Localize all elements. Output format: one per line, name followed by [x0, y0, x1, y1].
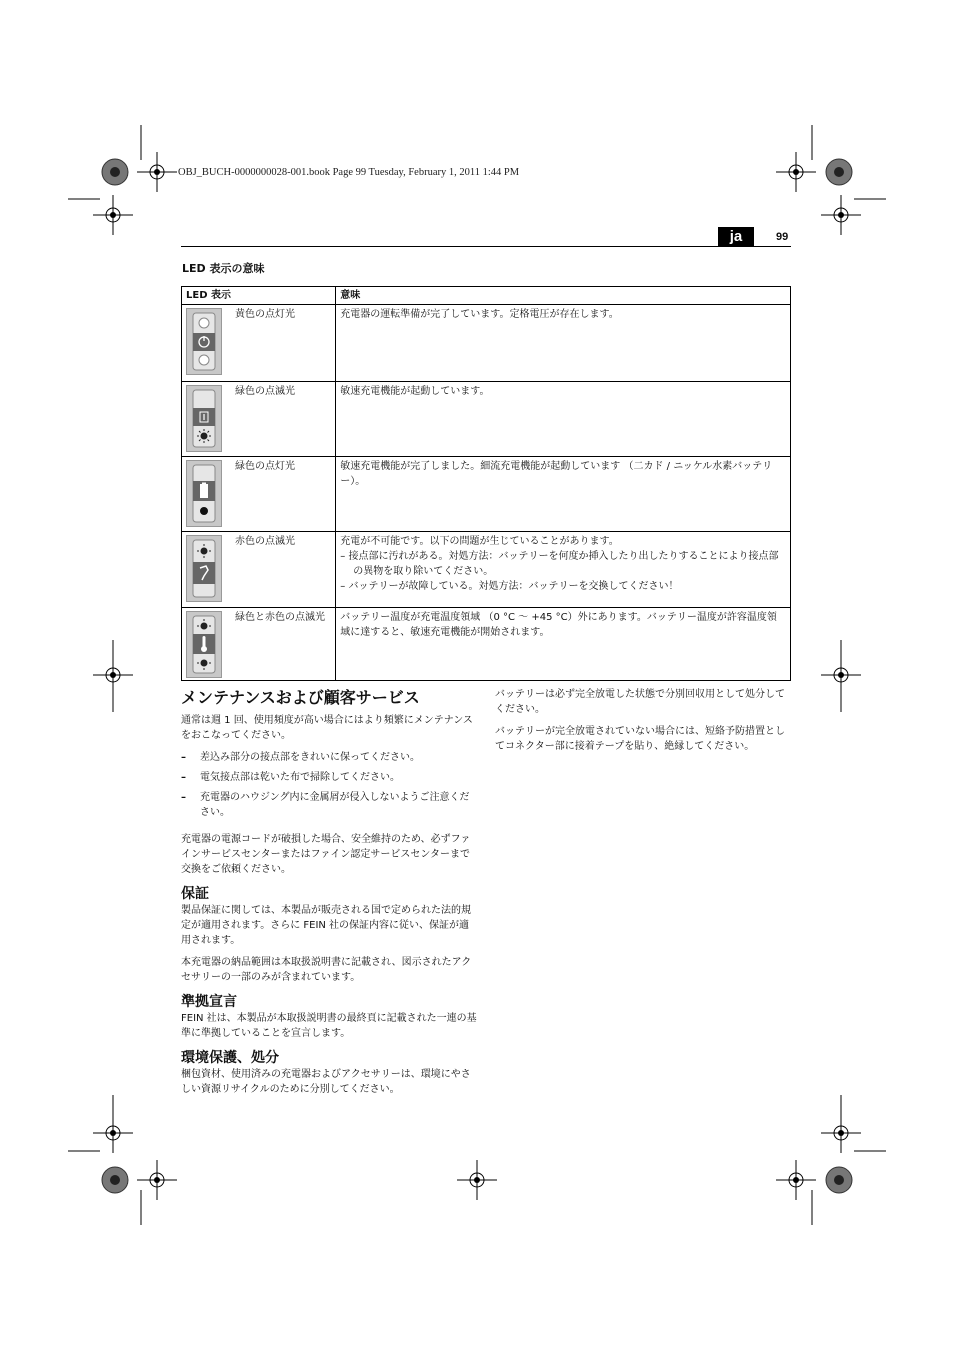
col-led-header: LED 表示 — [182, 287, 336, 305]
led-state-label: 赤色の点滅光 — [235, 536, 295, 547]
table-row — [182, 305, 791, 382]
meaning-cell — [336, 305, 791, 382]
led-cell — [182, 382, 336, 457]
meaning-text: 敏速充電機能が起動しています。 — [340, 386, 490, 397]
led-green-steady-icon — [186, 460, 222, 527]
led-cell — [182, 532, 336, 608]
page-number: 99 — [776, 231, 789, 243]
led-state-label: 黄色の点灯光 — [235, 309, 295, 320]
meaning-cell — [336, 532, 791, 608]
table-row — [182, 608, 791, 681]
battery-insulation-text: バッテリーが完全放電されていない場合には、短絡予防措置としてコネクター部に接着テープを貼り、絶縁してください。 — [495, 726, 785, 752]
warranty-text-1: 製品保証に関しては、本製品が販売される国で定められた法的規定が適用されます。さらに FEIN 社の保証内容に従い、保証が適用されます。 — [181, 905, 471, 946]
meaning-text: 充電が不可能です。以下の問題が生じていることがあります。 — [340, 536, 619, 547]
led-cell — [182, 608, 336, 681]
language-badge: ja — [718, 227, 754, 246]
meaning-text: 充電器の運転準備が完了しています。定格電圧が存在します。 — [340, 309, 619, 320]
led-red-blink-icon — [186, 535, 222, 602]
led-state-label: 緑色の点灯光 — [235, 461, 295, 472]
table-header-row — [182, 287, 791, 305]
header-rule — [181, 246, 791, 247]
book-slug: OBJ_BUCH-0000000028-001.book Page 99 Tuesday, February 1, 2011 1:44 PM — [178, 167, 520, 178]
warranty-heading: 保証 — [181, 886, 209, 902]
left-column — [181, 688, 478, 1104]
conformity-text: FEIN 社は、本製品が本取扱説明書の最終頁に記載された一連の基準に準拠していることを宣言します。 — [181, 1013, 477, 1039]
list-item: – 差込み部分の接点部をきれいに保ってください。 — [181, 750, 478, 765]
meaning-dash-item: – バッテリーが故障している。対処方法：バッテリーを交換してください！ — [340, 581, 679, 592]
led-cell — [182, 305, 336, 382]
led-cell — [182, 457, 336, 532]
led-green-blink-icon — [186, 385, 222, 452]
environment-heading: 環境保護、処分 — [181, 1050, 279, 1066]
battery-disposal-text: バッテリーは必ず完全放電した状態で分別回収用として処分してください。 — [495, 689, 785, 715]
maintenance-intro: 通常は週 1 回、使用頻度が高い場合にはより頻繁にメンテナンスをおこなってください。 — [181, 715, 473, 741]
table-row — [182, 382, 791, 457]
meaning-text: 敏速充電機能が完了しました。細流充電機能が起動しています （二カド / ニッケル水素バッテリー）。 — [340, 461, 773, 487]
environment-text: 梱包資材、使用済みの充電器およびアクセサリーは、環境にやさしい資源リサイクルのために分別してください。 — [181, 1069, 471, 1095]
meaning-cell — [336, 382, 791, 457]
meaning-dash-item: – 接点部に汚れがある。対処方法：バッテリーを何度か挿入したり出したりすることにより接点部の異物を取り除いてください。 — [340, 551, 779, 577]
conformity-heading: 準拠宣言 — [181, 994, 237, 1010]
led-yellow-power-icon — [186, 308, 222, 375]
warranty-text-2: 本充電器の納品範囲は本取扱説明書に記載され、図示されたアクセサリーの一部のみが含まれています。 — [181, 957, 472, 983]
led-state-label: 緑色と赤色の点滅光 — [235, 612, 325, 623]
right-column — [495, 687, 787, 761]
led-green-red-blink-icon — [186, 611, 222, 678]
led-table — [181, 286, 791, 681]
table-row — [182, 457, 791, 532]
table-row — [182, 532, 791, 608]
list-item: – 充電器のハウジング内に金属屑が侵入しないようご注意ください。 — [181, 790, 478, 820]
maintenance-heading: メンテナンスおよび顧客サービス — [181, 688, 420, 707]
list-item: – 電気接点部は乾いた布で掃除してください。 — [181, 770, 478, 785]
meaning-text: バッテリー温度が充電温度領域 （0 °C ～ +45 °C）外にあります。バッテリー温度が許容温度領域に達すると、敏速充電機能が開始されます。 — [340, 612, 777, 638]
maintenance-list — [181, 750, 478, 820]
led-section-title: LED 表示の意味 — [182, 262, 265, 275]
meaning-cell — [336, 608, 791, 681]
col-meaning-header: 意味 — [336, 287, 791, 305]
led-state-label: 緑色の点滅光 — [235, 386, 295, 397]
power-cord-text: 充電器の電源コードが破損した場合、安全維持のため、必ずファインサービスセンターまたはファイン認定サービスセンターまで交換をご依頼ください。 — [181, 834, 471, 875]
meaning-cell — [336, 457, 791, 532]
